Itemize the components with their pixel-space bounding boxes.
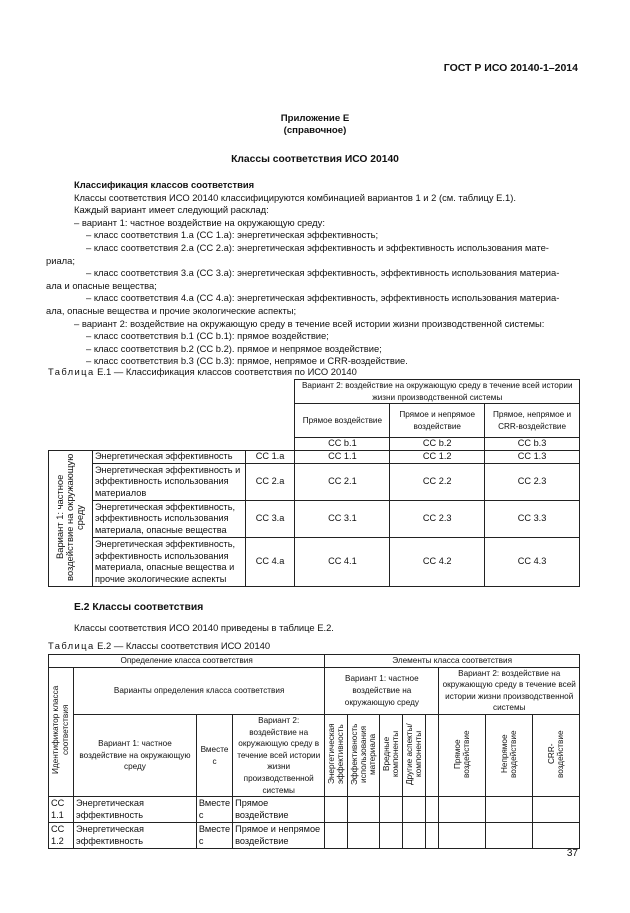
table1-cell: CC 1.1 [295, 451, 390, 464]
table1-cell: CC 4.1 [295, 538, 390, 587]
table2-element-head: Непрямое воздействие [499, 729, 518, 778]
table2-element-head: Вредные компоненты [382, 730, 401, 777]
table-e1 [48, 379, 580, 587]
e2-text: Классы соответствия ИСО 20140 приведены в таблице Е.2. [74, 622, 334, 633]
table2-row-var1: Энергетическая эффективность [74, 797, 197, 823]
appendix-subtitle: (справочное) [283, 125, 347, 136]
table1-cell: CC 2.2 [390, 464, 485, 501]
table-e2 [48, 654, 580, 849]
table1-row-code: CC 3.a [245, 501, 295, 538]
e1-line: – класс соответствия 2.а (СС 2.а): энергетическая эффективность и эффективность использования мате- [86, 241, 549, 253]
table1-cell: CC 3.1 [295, 501, 390, 538]
table1-variant2-header: Вариант 2: воздействие на окружающую среду в течение всей истории жизни производственной системы [295, 380, 580, 404]
appendix-title: Приложение Е [280, 113, 350, 124]
table1-cell: CC 2.3 [390, 501, 485, 538]
table1-caption-text: Е.1 — Классификация классов соответствия по ИСО 20140 [97, 366, 357, 377]
table1-caption-prefix: Таблица [48, 366, 95, 377]
e1-line: Классы соответствия ИСО 20140 классифицируются комбинацией вариантов 1 и 2 (см. таблицу Е.1). [74, 191, 516, 203]
table2-element-head: Эффективность использования материала [350, 723, 378, 785]
table1-row-desc: Энергетическая эффективность, эффективность использования материала, опасные вещества [92, 501, 245, 538]
e1-line: – класс соответствия 1.а (СС 1.а): энергетическая эффективность; [86, 229, 379, 241]
e1-line: – вариант 2: воздействие на окружающую среду в течение всей истории жизни производственной системы: [74, 317, 545, 329]
table2-elements-header: Элементы класса соответствия [325, 655, 580, 668]
table2-element-head-cell [486, 714, 533, 796]
table1-cell: CC 4.2 [390, 538, 485, 587]
e1-line: риала; [46, 254, 75, 266]
table2-element-head-cell [403, 714, 426, 796]
table1-col-code: CC b.1 [295, 438, 390, 451]
table1-variant1-label-cell [49, 451, 93, 587]
table2-element-head-cell [439, 714, 486, 796]
e1-heading: Классификация классов соответствия [74, 179, 255, 190]
table2-element-head: Другие аспекты/компоненты [405, 722, 424, 785]
e2-heading: Е.2 Классы соответствия [74, 602, 204, 613]
e1-line: – класс соответствия b.3 (СС b.3): прямое, непрямое и CRR-воздействие. [86, 355, 408, 367]
e1-line: Каждый вариант имеет следующий расклад: [74, 204, 269, 216]
table2-definition-header: Определение класса соответствия [49, 655, 325, 668]
table2-element-head-cell [532, 714, 579, 796]
e1-paragraph [46, 179, 580, 368]
table1-variant1-label: Вариант 1: частное воздействие на окружающую среду [54, 453, 86, 581]
table1-cell: CC 4.3 [485, 538, 580, 587]
table1-col-code: CC b.2 [390, 438, 485, 451]
table2-element-head-cell [325, 714, 348, 796]
e1-line: – вариант 1: частное воздействие на окружающую среду: [74, 216, 325, 228]
section-title: Классы соответствия ИСО 20140 [231, 154, 399, 165]
table1-cell: CC 1.2 [390, 451, 485, 464]
table1-cell: CC 1.3 [485, 451, 580, 464]
table2-element-head-cell [380, 714, 403, 796]
table-row [49, 823, 580, 849]
table-row [49, 797, 580, 823]
table2-row-var1: Энергетическая эффективность [74, 823, 197, 849]
table2-caption-prefix: Таблица [48, 640, 95, 651]
table2-var1-elements-header: Вариант 1: частное воздействие на окружающую среду [325, 667, 439, 714]
table2-identifier-head: Идентификатор класса соответствия [51, 685, 70, 775]
page-number: 37 [566, 848, 578, 859]
document-standard-header: ГОСТ Р ИСО 20140-1–2014 [443, 62, 578, 74]
table1-cell: CC 3.3 [485, 501, 580, 538]
table2-variants-header: Варианты определения класса соответствия [74, 667, 325, 714]
table2-row-id: CC 1.2 [49, 823, 74, 849]
table2-var2-head: Вариант 2: воздействие на окружающую среду в течение всей истории жизни производственной системы [233, 714, 325, 796]
table1-col-head: Прямое и непрямое воздействие [390, 404, 485, 438]
e1-line: – класс соответствия b.1 (СС b.1): прямое воздействие; [86, 330, 329, 342]
table1-row-desc: Энергетическая эффективность [92, 451, 245, 464]
table2-row-var2: Прямое воздействие [233, 797, 325, 823]
e1-line: ала, опасные вещества и прочие экологические аспекты; [46, 304, 297, 316]
table2-element-head-cell [426, 714, 439, 796]
table2-var1-head: Вариант 1: частное воздействие на окружающую среду [74, 714, 197, 796]
e1-line: – класс соответствия 4.а (СС 4.а): энергетическая эффективность, эффективность использования материа- [86, 292, 560, 304]
table2-element-head-cell [348, 714, 380, 796]
table2-row-together: Вместе с [196, 797, 232, 823]
e1-line: – класс соответствия 3.а (СС 3.а): энергетическая эффективность, эффективность использования материа- [86, 267, 560, 279]
table1-caption [48, 366, 357, 377]
table1-cell: CC 2.1 [295, 464, 390, 501]
table2-element-head: CRR-воздействие [546, 729, 565, 778]
table1-row-desc: Энергетическая эффективность и эффективность использования материалов [92, 464, 245, 501]
table1-col-head: Прямое воздействие [295, 404, 390, 438]
table2-row-id: CC 1.1 [49, 797, 74, 823]
table2-element-head: Энергетическая эффективность [327, 723, 346, 785]
table2-caption [48, 640, 270, 651]
table1-col-code: CC b.3 [485, 438, 580, 451]
table1-row-desc: Энергетическая эффективность, эффективность использования материала, опасные вещества и прочие экологические аспекты [92, 538, 245, 587]
table2-together-head: Вместе с [196, 714, 232, 796]
table2-row-together: Вместе с [196, 823, 232, 849]
table2-caption-text: Е.2 — Классы соответствия ИСО 20140 [97, 640, 271, 651]
table1-row-code: CC 2.a [245, 464, 295, 501]
table2-row-var2: Прямое и непрямое воздействие [233, 823, 325, 849]
table1-row-code: CC 4.a [245, 538, 295, 587]
e1-line: ала и опасные вещества; [46, 279, 157, 291]
table2-element-head: Прямое воздействие [453, 729, 472, 778]
table2-var2-elements-header: Вариант 2: воздействие на окружающую среду в течение всей истории жизни производственной системы [439, 667, 580, 714]
table1-col-head: Прямое, непрямое и CRR-воздействие [485, 404, 580, 438]
table2-identifier-head-cell [49, 667, 74, 797]
table1-row-code: CC 1.a [245, 451, 295, 464]
table1-cell: CC 2.3 [485, 464, 580, 501]
e1-line: – класс соответствия b.2 (СС b.2). прямое и непрямое воздействие; [86, 342, 382, 354]
